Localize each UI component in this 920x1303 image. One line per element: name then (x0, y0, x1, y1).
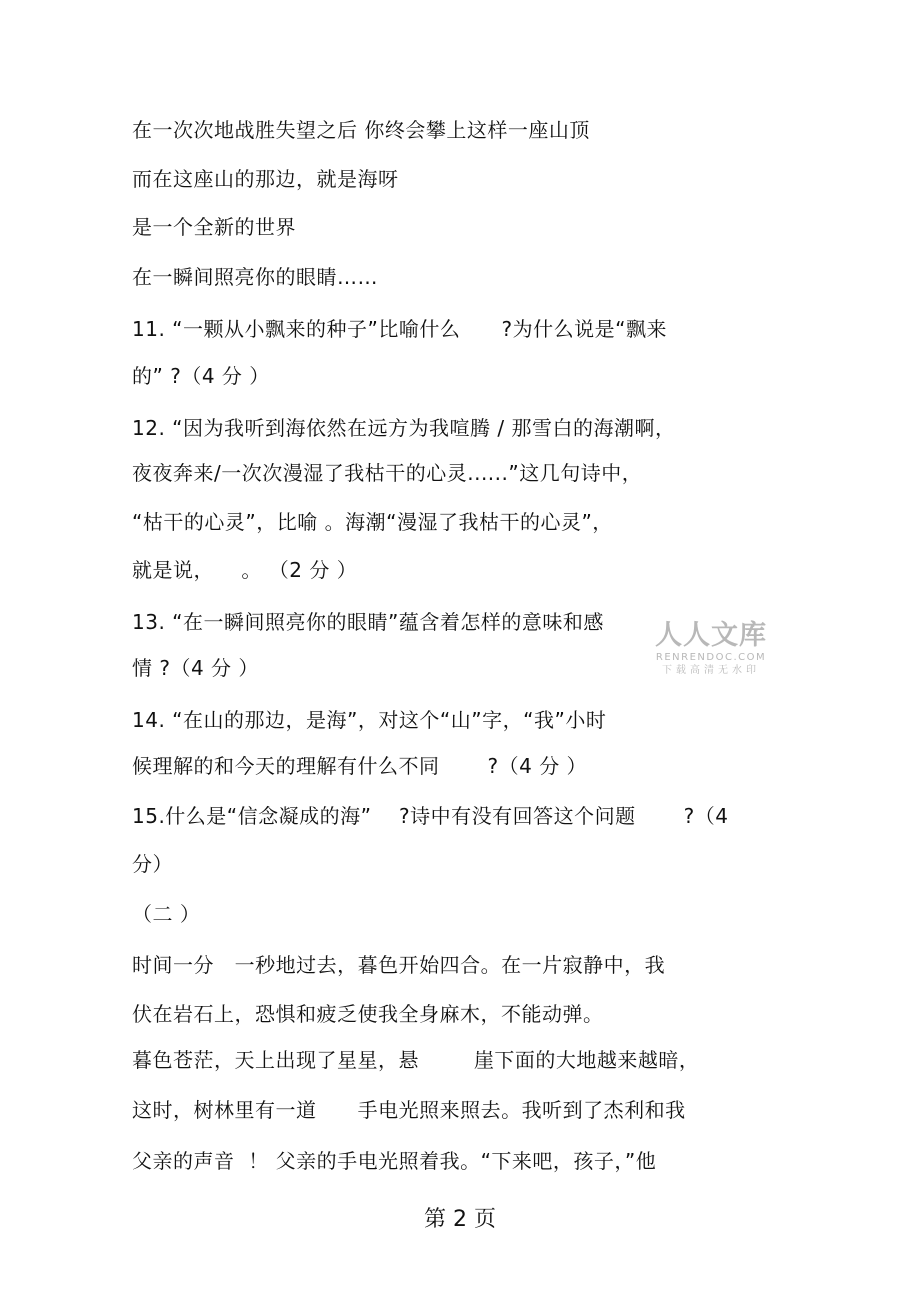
question-15: 15.什么是“信念凝成的海” ?诗中有没有回答这个问题 ?（4 (132, 804, 729, 828)
text-line: 这时，树林里有一道 手电光照来照去。我听到了杰利和我 (132, 1098, 686, 1122)
text-line: 父亲的声音 ！ 父亲的手电光照着我。“下来吧，孩子，”他 (132, 1149, 657, 1173)
section-heading: （二 ） (132, 902, 201, 926)
question-14: 14. “在山的那边，是海”，对这个“山”字，“我”小时 (132, 708, 607, 732)
text-line: 在一瞬间照亮你的眼睛…… (132, 265, 378, 289)
question-12-cont: 就是说， 。 （2 分 ） (132, 558, 358, 582)
text-line: 是一个全新的世界 (132, 215, 296, 239)
question-14-cont: 候理解的和今天的理解有什么不同 ?（4 分 ） (132, 754, 588, 778)
question-12-cont: “枯干的心灵”，比喻 。海潮“漫湿了我枯干的心灵”， (132, 510, 613, 534)
text-line: 时间一分 一秒地过去，暮色开始四合。在一片寂静中，我 (132, 953, 666, 977)
watermark-title: 人人文库 (655, 620, 767, 651)
text-line: 暮色苍茫，天上出现了星星，悬 崖下面的大地越来越暗， (132, 1048, 700, 1072)
question-13: 13. “在一瞬间照亮你的眼睛”蕴含着怎样的意味和感 (132, 610, 604, 634)
page-number: 第 2 页 (424, 1207, 496, 1232)
question-15-cont: 分） (132, 852, 173, 876)
text-line: 而在这座山的那边，就是海呀 (132, 167, 399, 191)
question-12-cont: 夜夜奔来/一次次漫湿了我枯干的心灵......”这几句诗中， (132, 461, 643, 485)
text-line: 伏在岩石上，恐惧和疲乏使我全身麻木，不能动弹。 (132, 1002, 604, 1026)
watermark-tagline: 下载高清无水印 (662, 665, 760, 676)
watermark-domain: RENRENDOC.COM (655, 652, 767, 663)
question-12: 12. “因为我听到海依然在远方为我喧腾 / 那雪白的海潮啊， (132, 416, 676, 440)
question-13-cont: 情 ?（4 分 ） (132, 656, 259, 680)
text-line: 在一次次地战胜失望之后 你终会攀上这样一座山顶 (132, 118, 590, 142)
question-11-cont: 的” ?（4 分 ） (132, 364, 270, 388)
question-11: 11. “一颗从小飘来的种子”比喻什么 ?为什么说是“飘来 (132, 317, 668, 341)
watermark-logo (646, 620, 776, 677)
